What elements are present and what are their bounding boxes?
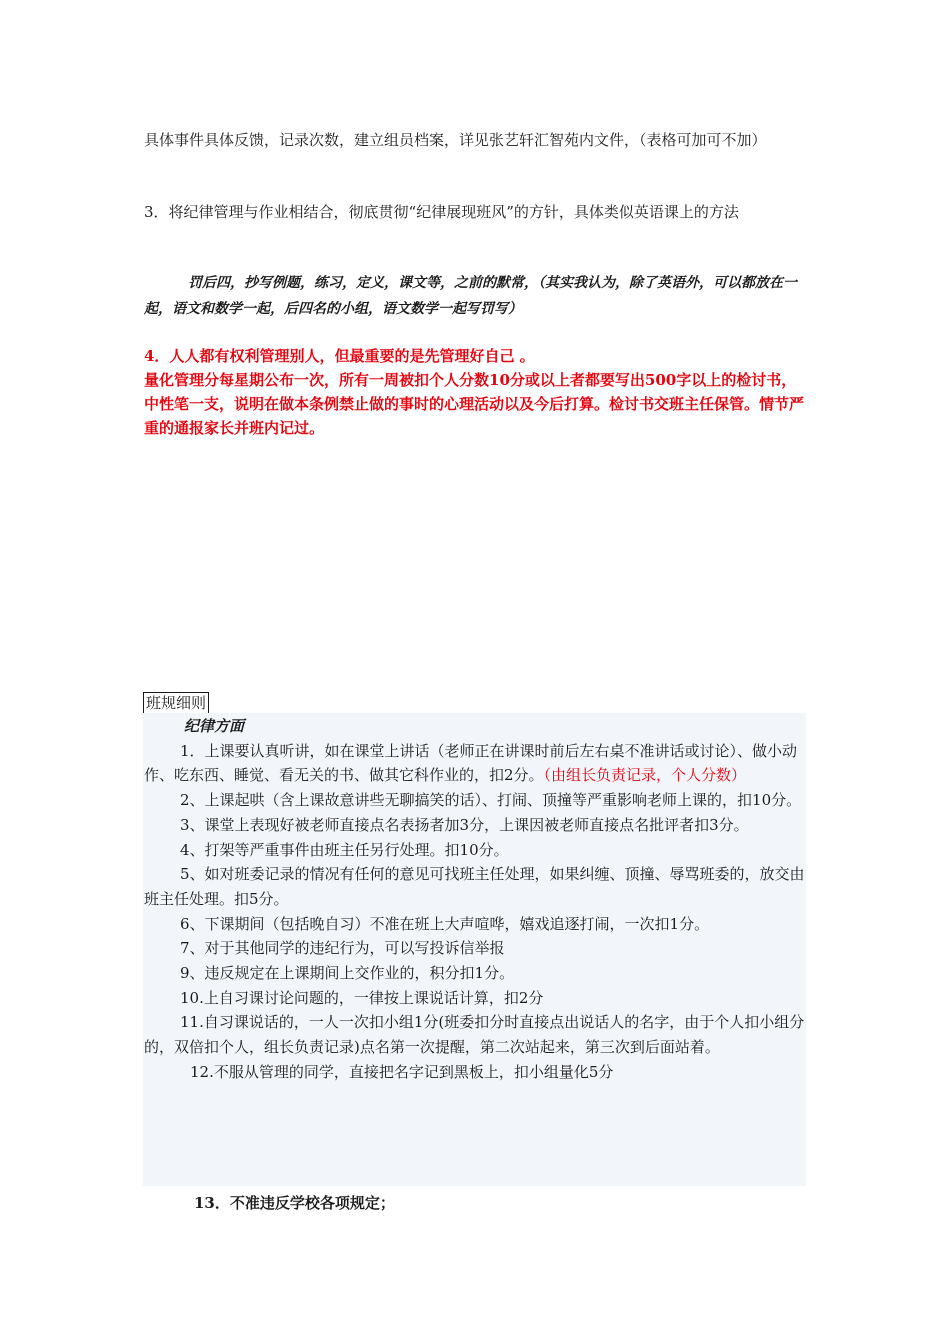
rule-item-5: 5、如对班委记录的情况有任何的意见可找班主任处理，如果纠缠、顶撞、辱骂班委的，放交由班主任处理。扣5分。 xyxy=(144,865,805,908)
rule-item-6: 6、下课期间（包括晚自习）不准在班上大声喧哗，嬉戏追逐打闹，一次扣1分。 xyxy=(180,914,710,933)
rule-item-4: 4、打架等严重事件由班主任另行处理。扣10分。 xyxy=(180,840,509,859)
red-paragraph-item-4 xyxy=(144,344,808,440)
red-item-4-title: 4．人人都有权利管理别人，但最重要的是先管理好自己 。 xyxy=(144,347,535,365)
rule-item-10: 10.上自习课讨论问题的，一律按上课说话计算，扣2分 xyxy=(180,988,544,1007)
rule-item-2: 2、上课起哄（含上课故意讲些无聊搞笑的话）、打闹、顶撞等严重影响老师上课的，扣10分。 xyxy=(180,791,802,810)
rule-item-1 xyxy=(144,739,806,788)
paragraph-handwritten-note: 罚后四，抄写例题，练习，定义，课文等，之前的默常，（其实我认为，除了英语外，可以都放在一起，语文和数学一起，后四名的小组，语文数学一起写罚写） xyxy=(144,275,797,317)
rules-list xyxy=(144,714,806,1085)
rule-item-7: 7、对于其他同学的违纪行为，可以写投诉信举报 xyxy=(180,939,505,958)
section-title-class-rules: 班规细则 xyxy=(143,692,209,714)
paragraph-item-3: 3．将纪律管理与作业相结合，彻底贯彻“纪律展现班风”的方针，具体类似英语课上的方法 xyxy=(144,203,739,221)
red-item-4-body: 量化管理分每星期公布一次，所有一周被扣个人分数10分或以上者都要写出500字以上的检讨书，中性笔一支，说明在做本条例禁止做的事时的心理活动以及今后打算。检讨书交班主任保管。情节严重的通报家长并班内记过。 xyxy=(144,371,805,437)
rule-item-12: 12.不服从管理的同学，直接把名字记到黑板上，扣小组量化5分 xyxy=(190,1062,614,1081)
paragraph-feedback: 具体事件具体反馈，记录次数，建立组员档案，详见张艺轩汇智苑内文件，（表格可加可不加） xyxy=(144,131,767,149)
rule-1-red-note: （由组长负责记录，个人分数） xyxy=(543,766,747,785)
rule-1-text: 1．上课要认真听讲，如在课堂上讲话（老师正在讲课时前后左右桌不准讲话或讨论）、做小动作、吃东西、睡觉、看无关的书、做其它科作业的，扣2分。 xyxy=(144,741,798,785)
rule-item-3: 3、课堂上表现好被老师直接点名表扬者加3分，上课因被老师直接点名批评者扣3分。 xyxy=(180,815,749,834)
rule-item-13: 13．不准违反学校各项规定； xyxy=(194,1194,395,1212)
rule-item-11: 11.自习课说话的，一人一次扣小组1分(班委扣分时直接点出说话人的名字，由于个人扣小组分的，双倍扣个人，组长负责记录)点名第一次提醒，第二次站起来，第三次到后面站着。 xyxy=(144,1013,805,1057)
rules-subtitle-discipline: 纪律方面 xyxy=(184,717,245,735)
rule-item-9: 9、违反规定在上课期间上交作业的，积分扣1分。 xyxy=(180,964,515,983)
